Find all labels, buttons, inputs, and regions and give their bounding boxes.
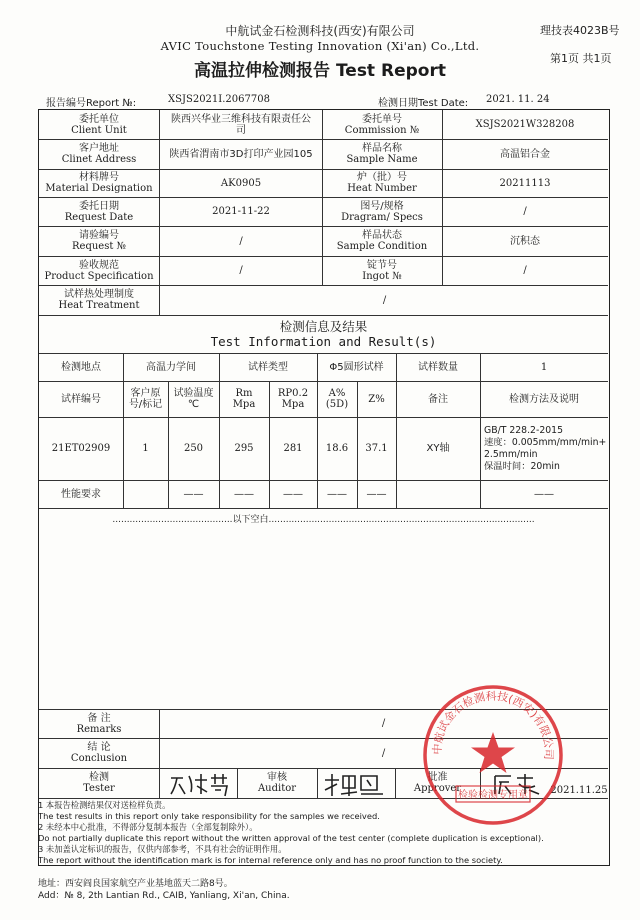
product-spec: / <box>239 265 243 276</box>
auditor-signature <box>321 770 389 798</box>
sample-name-label: 样品名称 Sample Name <box>346 143 418 165</box>
footnote-2-en: Do not partially duplicate this report without the written approval of the test center (complete duplication is exceptional). <box>38 833 544 843</box>
perf-a-dash: —— <box>327 488 347 500</box>
page-number: 第1页 共1页 <box>550 52 612 65</box>
request-date-label: 委托日期 Request Date <box>64 200 134 223</box>
heat-number: 20211113 <box>499 177 551 189</box>
footnote-1-en: The test results in this report only take responsibility for the samples we received. <box>38 811 380 821</box>
elongation-value: 18.6 <box>325 443 349 454</box>
test-date-label: 检测日期Test Date: <box>378 98 469 109</box>
location: 高温力学间 <box>146 361 196 373</box>
location-label: 检测地点 <box>61 361 101 373</box>
form-number: 理技表4023B号 <box>540 24 620 37</box>
specimen-qty-label: 试样数量 <box>418 361 458 373</box>
specimen-type: Φ5圆形试样 <box>329 361 384 373</box>
specimen-type-label: 试样类型 <box>248 361 288 373</box>
col-reduction: Z% <box>368 393 385 405</box>
commission-label: 委托单号 Commission № <box>344 113 420 136</box>
sample-condition: 沉积态 <box>510 235 540 247</box>
request-no: / <box>239 235 243 247</box>
test-date: 2021. 11. 24 <box>486 94 550 105</box>
client-no: 1 <box>142 443 149 454</box>
seal-subtext: 检验检测专用章 <box>458 790 528 801</box>
footnote-3-en: The report without the identification mark is for internal reference only and has no proof function to the society. <box>38 855 503 865</box>
remarks: / <box>381 718 386 729</box>
perf-rp-dash: —— <box>283 488 303 500</box>
test-temperature: 250 <box>183 443 204 454</box>
sign-date: 2021.11.25 <box>550 784 608 796</box>
request-no-label: 请验编号 Request № <box>72 230 126 252</box>
commission-number: XSJS2021W328208 <box>475 119 575 130</box>
heat-number-label: 炉（批）号 Heat Number <box>347 172 417 194</box>
footnotes <box>38 800 610 866</box>
perf-rm-dash: —— <box>234 488 254 500</box>
product-spec-label: 验收规范 Product Specification <box>44 259 154 282</box>
heat-treatment: / <box>382 294 387 306</box>
col-rp02: RP0.2 Mpa <box>277 388 309 410</box>
ingot-label: 锭节号 Ingot № <box>362 259 402 282</box>
address-block <box>38 878 290 902</box>
organization-name-en: AVIC Touchstone Testing Innovation (Xi'an) Co.,Ltd. <box>160 39 480 53</box>
sample-name: 高温铝合金 <box>500 148 550 160</box>
footnote-1-cn: 1 本报告检测结果仅对送检样负责。 <box>38 800 171 810</box>
results-section-title: 检测信息及结果 Test Information and Result(s) <box>210 318 437 349</box>
address-en: Add：№ 8, 2th Lantian Rd., CAIB, Yanliang, Xi'an, China. <box>38 891 290 901</box>
specimen-qty: 1 <box>540 361 548 373</box>
col-client-no: 客户原号/标记 <box>128 388 163 410</box>
auditor-label: 审核 Auditor <box>257 772 297 794</box>
request-date: 2021-11-22 <box>212 206 270 217</box>
perf-temp-dash: —— <box>183 488 204 500</box>
remarks-label: 备 注 Remarks <box>76 712 122 735</box>
footnote-2-cn: 2 未经本中心批准，不得部分复制本报告（全部复制除外）。 <box>38 822 258 832</box>
client-unit-label: 委托单位 Client Unit <box>71 113 127 136</box>
report-number: XSJS2021I.2067708 <box>168 94 270 105</box>
conclusion-label: 结 论 Conclusion <box>70 742 128 764</box>
col-note: 备注 <box>428 393 448 405</box>
heat-treatment-label: 试样热处理制度 Heat Treatment <box>58 289 140 311</box>
method-description: GB/T 228.2-2015 速度：0.005mm/mm/min+ 2.5mm/min 保温时间：20min <box>484 424 607 472</box>
drawing: / <box>523 206 527 217</box>
rm-value: 295 <box>234 443 254 454</box>
client-address-label: 客户地址 Clinet Address <box>61 143 137 165</box>
col-rm: Rm Mpa <box>232 388 256 410</box>
ingot: / <box>523 265 527 276</box>
col-method: 检测方法及说明 <box>509 393 579 405</box>
col-specimen-no: 试样编号 <box>61 393 101 405</box>
organization-name-cn: 中航试金石检测科技(西安)有限公司 <box>225 24 415 38</box>
seal-text: 中航试金石检测科技(西安)有限公司 <box>430 689 556 761</box>
col-temperature: 试验温度 ℃ <box>173 388 214 410</box>
col-elongation: A% (5D) <box>325 388 349 410</box>
blank-below-line: ..........................................以下空白............................................................................................. <box>112 514 535 525</box>
client-address: 陕西省渭南市3D打印产业园105 <box>169 148 313 160</box>
address-cn: 地址：西安阎良国家航空产业基地蓝天二路8号。 <box>38 879 233 889</box>
footnote-3-cn: 3 未加盖认定标识的报告，仅供内部参考，不具有社会的证明作用。 <box>38 844 287 854</box>
drawing-label: 图号/规格 Dragram/ Specs <box>341 200 423 223</box>
note-value: XY轴 <box>426 443 450 454</box>
conclusion: / <box>381 747 386 759</box>
approver-label: 批准 Approver <box>413 772 462 794</box>
specimen-no: 21ET02909 <box>51 443 111 454</box>
perf-method-dash: —— <box>534 488 554 500</box>
perf-z-dash: —— <box>366 488 387 500</box>
tester-label: 检测 Tester <box>83 772 115 794</box>
tester-signature <box>167 770 233 798</box>
material: AK0905 <box>220 177 262 189</box>
client-unit: 陕西兴华业三维科技有限责任公司 <box>171 113 311 136</box>
report-title: 高温拉伸检测报告 Test Report <box>194 61 446 81</box>
reduction-value: 37.1 <box>365 443 388 454</box>
rp02-value: 281 <box>283 443 303 454</box>
performance-label: 性能要求 <box>61 488 101 500</box>
sample-condition-label: 样品状态 Sample Condition <box>336 230 428 252</box>
material-label: 材料牌号 Material Designation <box>45 172 153 194</box>
report-number-label: 报告编号Report №: <box>46 98 137 109</box>
